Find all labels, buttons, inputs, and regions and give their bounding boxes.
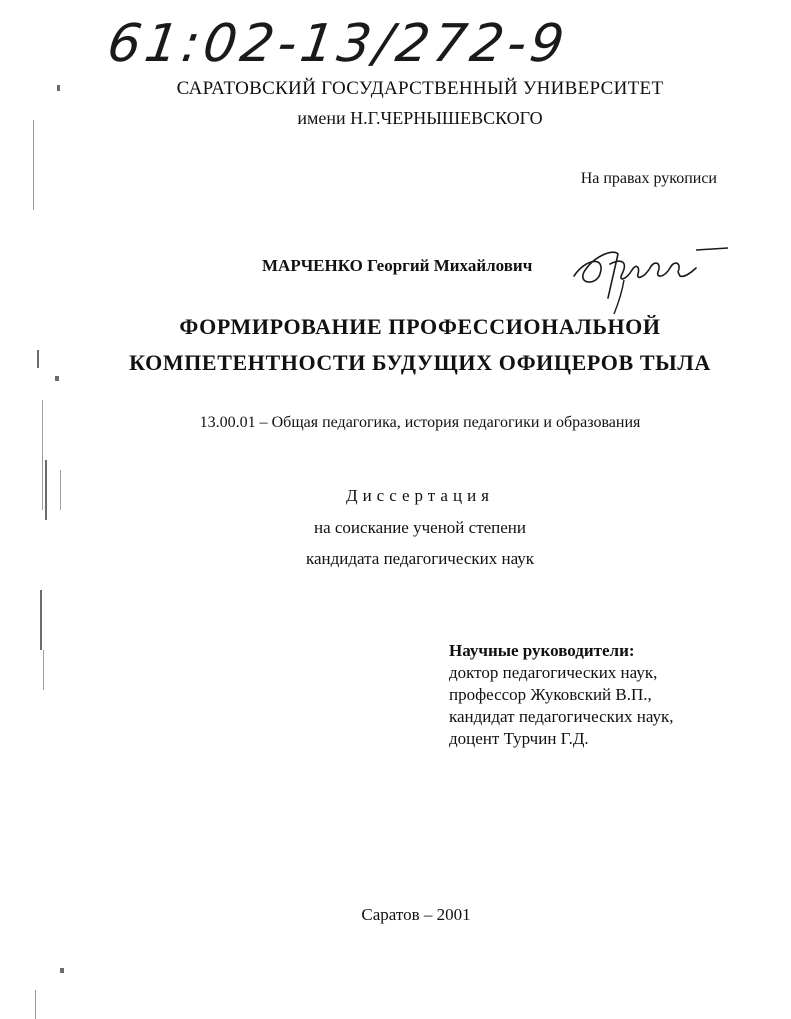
supervisors-heading: Научные руководители: bbox=[449, 641, 635, 660]
scan-artifact bbox=[43, 650, 44, 690]
university-named-after: имени Н.Г.ЧЕРНЫШЕВСКОГО bbox=[297, 108, 543, 128]
supervisor-line: доцент Турчин Г.Д. bbox=[449, 729, 589, 748]
specialty-code: 13.00.01 – Общая педагогика, история педагогики и образования bbox=[199, 414, 641, 431]
dissertation-label: Диссертация bbox=[345, 486, 494, 505]
scan-artifact bbox=[35, 990, 36, 1019]
supervisors-block bbox=[449, 640, 674, 750]
manuscript-rights-note: На правах рукописи bbox=[580, 170, 717, 187]
author-signature bbox=[566, 228, 736, 320]
place-and-year: Саратов – 2001 bbox=[361, 905, 471, 924]
author-name bbox=[262, 256, 532, 276]
scan-artifact bbox=[33, 120, 34, 210]
scan-artifact bbox=[40, 590, 42, 650]
supervisor-line: доктор педагогических наук, bbox=[449, 663, 658, 682]
scan-artifact bbox=[60, 968, 64, 973]
dissertation-title-line-2: КОМПЕТЕНТНОСТИ БУДУЩИХ ОФИЦЕРОВ ТЫЛА bbox=[129, 350, 711, 375]
supervisor-line: кандидат педагогических наук, bbox=[449, 707, 674, 726]
author-surname: МАРЧЕНКО bbox=[262, 256, 363, 275]
archive-number-handwritten: 61:02-13/272-9 bbox=[103, 14, 572, 74]
degree-purpose: на соискание ученой степени bbox=[313, 518, 527, 537]
author-given-names: Георгий Михайлович bbox=[367, 256, 533, 275]
university-name: САРАТОВСКИЙ ГОСУДАРСТВЕННЫЙ УНИВЕРСИТЕТ bbox=[176, 78, 664, 99]
supervisor-line: профессор Жуковский В.П., bbox=[449, 685, 652, 704]
scan-artifact bbox=[55, 376, 59, 381]
degree-name: кандидата педагогических наук bbox=[305, 549, 535, 568]
dissertation-title-line-1: ФОРМИРОВАНИЕ ПРОФЕССИОНАЛЬНОЙ bbox=[179, 314, 661, 339]
